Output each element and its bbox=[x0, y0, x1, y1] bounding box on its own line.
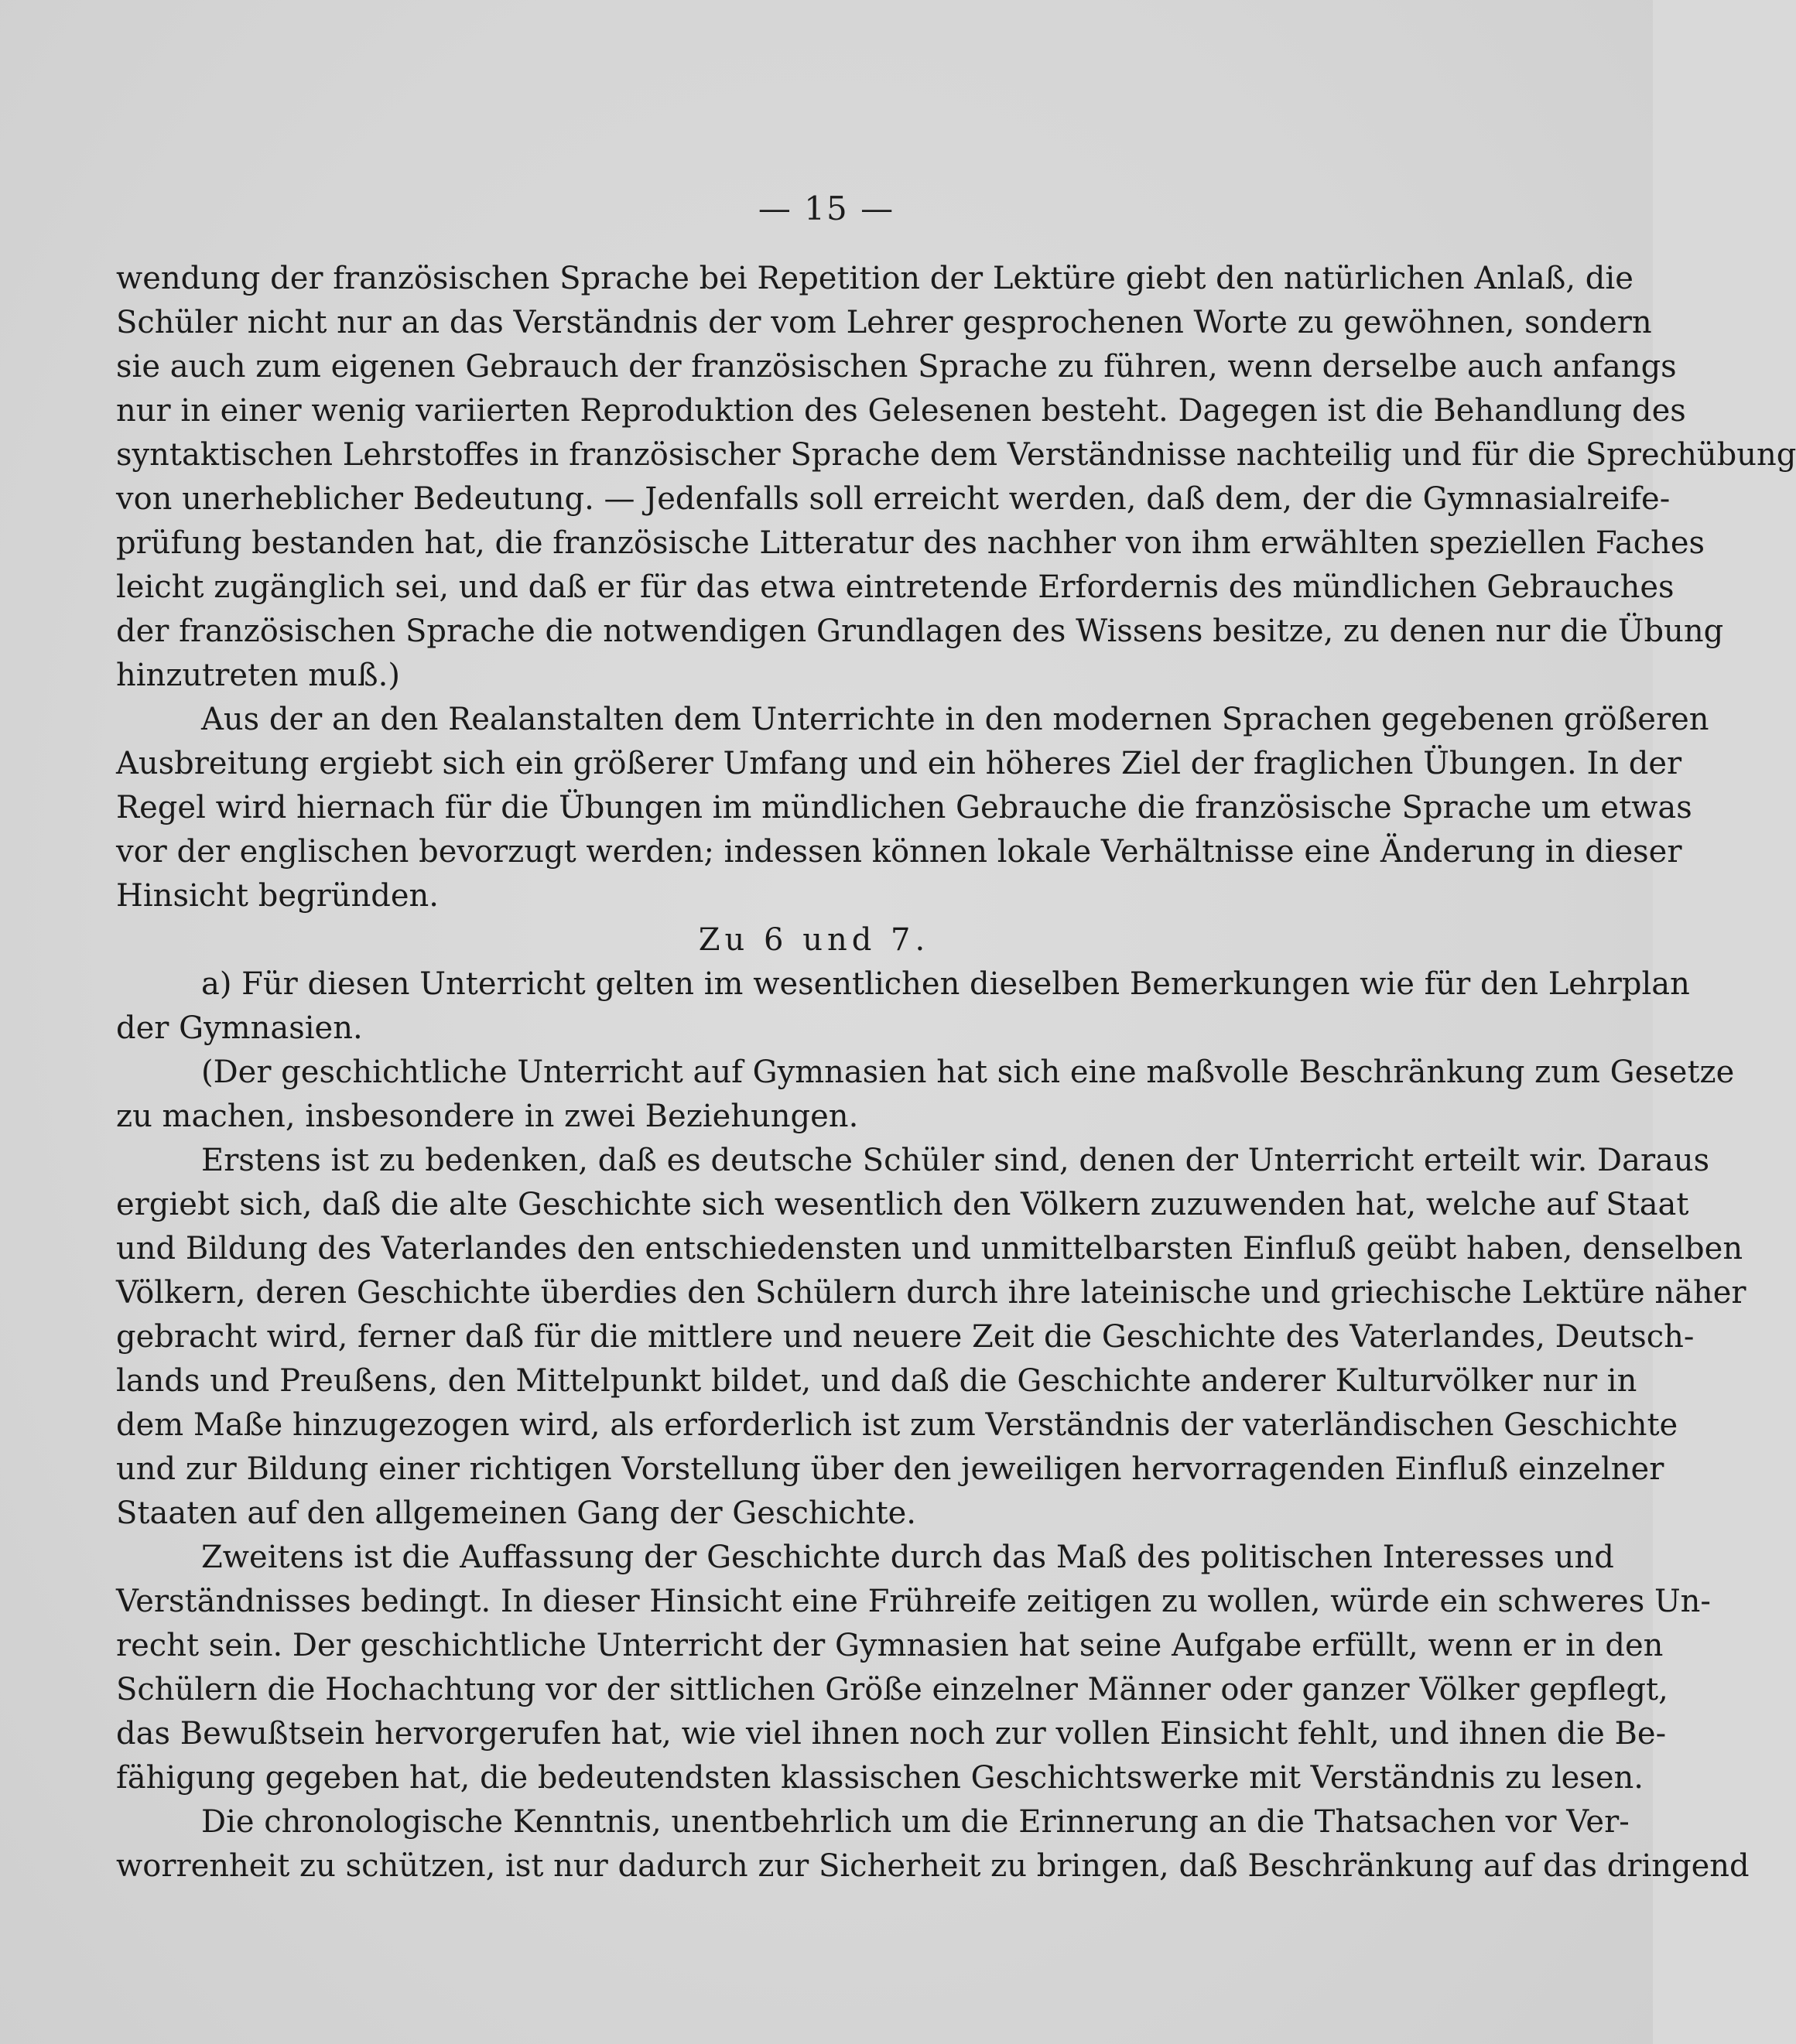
paragraph-a-unterricht bbox=[116, 962, 1690, 1051]
text-line: gebracht wird, ferner daß für die mittlere und neuere Zeit die Geschichte des Vaterlandes, Deutsch- bbox=[116, 1319, 1695, 1355]
text-line: prüfung bestanden hat, die französische Litteratur des nachher von ihm erwählten speziellen Faches bbox=[116, 525, 1705, 561]
text-line: Ausbreitung ergiebt sich ein größerer Umfang und ein höheres Ziel der fraglichen Übungen. In der bbox=[116, 746, 1682, 781]
paragraph-geschichtlicher-unterricht bbox=[116, 1051, 1735, 1139]
text-line: Zweitens ist die Auffassung der Geschichte durch das Maß des politischen Interesses und bbox=[201, 1540, 1614, 1575]
paragraph-zweitens bbox=[116, 1536, 1711, 1800]
text-line: und Bildung des Vaterlandes den entschiedensten und unmittelbarsten Einfluß geübt haben, denselben bbox=[116, 1231, 1743, 1266]
text-line: Die chronologische Kenntnis, unentbehrlich um die Erinnerung an die Thatsachen vor Ver- bbox=[201, 1804, 1630, 1840]
text-line: Hinsicht begründen. bbox=[116, 878, 439, 914]
text-line: fähigung gegeben hat, die bedeutendsten klassischen Geschichtswerke mit Verständnis zu lesen. bbox=[116, 1760, 1644, 1796]
text-line: Staaten auf den allgemeinen Gang der Geschichte. bbox=[116, 1495, 917, 1531]
text-line: (Der geschichtliche Unterricht auf Gymnasien hat sich eine maßvolle Beschränkung zum Gesetze bbox=[201, 1054, 1735, 1090]
text-line: Erstens ist zu bedenken, daß es deutsche Schüler sind, denen der Unterricht erteilt wir. Daraus bbox=[201, 1143, 1710, 1178]
text-line: der Gymnasien. bbox=[116, 1010, 363, 1046]
text-line: syntaktischen Lehrstoffes in französischer Sprache dem Verständnisse nachteilig und für die Sprechübung bbox=[116, 437, 1796, 473]
text-line: lands und Preußens, den Mittelpunkt bildet, und daß die Geschichte anderer Kulturvölker nur in bbox=[116, 1363, 1637, 1399]
paragraph-chronologische-kenntnis bbox=[116, 1800, 1750, 1888]
text-line: dem Maße hinzugezogen wird, als erforderlich ist zum Verständnis der vaterländischen Geschichte bbox=[116, 1407, 1678, 1443]
text-line: zu machen, insbesondere in zwei Beziehungen. bbox=[116, 1099, 859, 1134]
text-line: Aus der an den Realanstalten dem Unterrichte in den modernen Sprachen gegebenen größeren bbox=[201, 702, 1709, 737]
text-line: recht sein. Der geschichtliche Unterricht der Gymnasien hat seine Aufgabe erfüllt, wenn er in den bbox=[116, 1628, 1664, 1663]
text-line: a) Für diesen Unterricht gelten im wesentlichen dieselben Bemerkungen wie für den Lehrplan bbox=[201, 966, 1690, 1002]
text-line: leicht zugänglich sei, und daß er für das etwa eintretende Erfordernis des mündlichen Gebrauches bbox=[116, 569, 1675, 605]
text-line: der französischen Sprache die notwendigen Grundlagen des Wissens besitze, zu denen nur die Übung bbox=[116, 614, 1724, 649]
section-heading: Zu 6 und 7. bbox=[698, 922, 930, 958]
text-line: sie auch zum eigenen Gebrauch der französischen Sprache zu führen, wenn derselbe auch anfangs bbox=[116, 349, 1677, 385]
text-line: das Bewußtsein hervorgerufen hat, wie viel ihnen noch zur vollen Einsicht fehlt, und ihnen die Be- bbox=[116, 1716, 1667, 1752]
text-line: Völkern, deren Geschichte überdies den Schülern durch ihre lateinische und griechische Lektüre näher bbox=[116, 1275, 1746, 1311]
page-number: — 15 — bbox=[758, 190, 895, 227]
text-line: worrenheit zu schützen, ist nur dadurch zur Sicherheit zu bringen, daß Beschränkung auf das dringend bbox=[116, 1848, 1750, 1884]
text-line: und zur Bildung einer richtigen Vorstellung über den jeweiligen hervorragenden Einfluß einzelner bbox=[116, 1451, 1664, 1487]
text-line: Regel wird hiernach für die Übungen im mündlichen Gebrauche die französische Sprache um etwas bbox=[116, 790, 1692, 825]
paragraph-erstens bbox=[116, 1139, 1746, 1536]
text-line: Schülern die Hochachtung vor der sittlichen Größe einzelner Männer oder ganzer Völker gepflegt, bbox=[116, 1672, 1668, 1707]
text-line: vor der englischen bevorzugt werden; indessen können lokale Verhältnisse eine Änderung in dieser bbox=[116, 834, 1682, 870]
paragraph-french-speaking bbox=[116, 257, 1796, 698]
paragraph-realanstalten bbox=[116, 698, 1709, 918]
text-line: nur in einer wenig variierten Reproduktion des Gelesenen besteht. Dagegen ist die Behandlung des bbox=[116, 393, 1686, 429]
body-text bbox=[116, 257, 1796, 1888]
text-line: Schüler nicht nur an das Verständnis der vom Lehrer gesprochenen Worte zu gewöhnen, sondern bbox=[116, 305, 1652, 340]
text-line: ergiebt sich, daß die alte Geschichte sich wesentlich den Völkern zuzuwenden hat, welche auf Staat bbox=[116, 1187, 1689, 1222]
text-line: Verständnisses bedingt. In dieser Hinsicht eine Frühreife zeitigen zu wollen, würde ein schweres Un- bbox=[116, 1584, 1711, 1619]
text-line: hinzutreten muß.) bbox=[116, 658, 400, 693]
text-line: von unerheblicher Bedeutung. — Jedenfalls soll erreicht werden, daß dem, der die Gymnasialreife- bbox=[116, 481, 1671, 517]
text-line: wendung der französischen Sprache bei Repetition der Lektüre giebt den natürlichen Anlaß, die bbox=[116, 261, 1634, 296]
